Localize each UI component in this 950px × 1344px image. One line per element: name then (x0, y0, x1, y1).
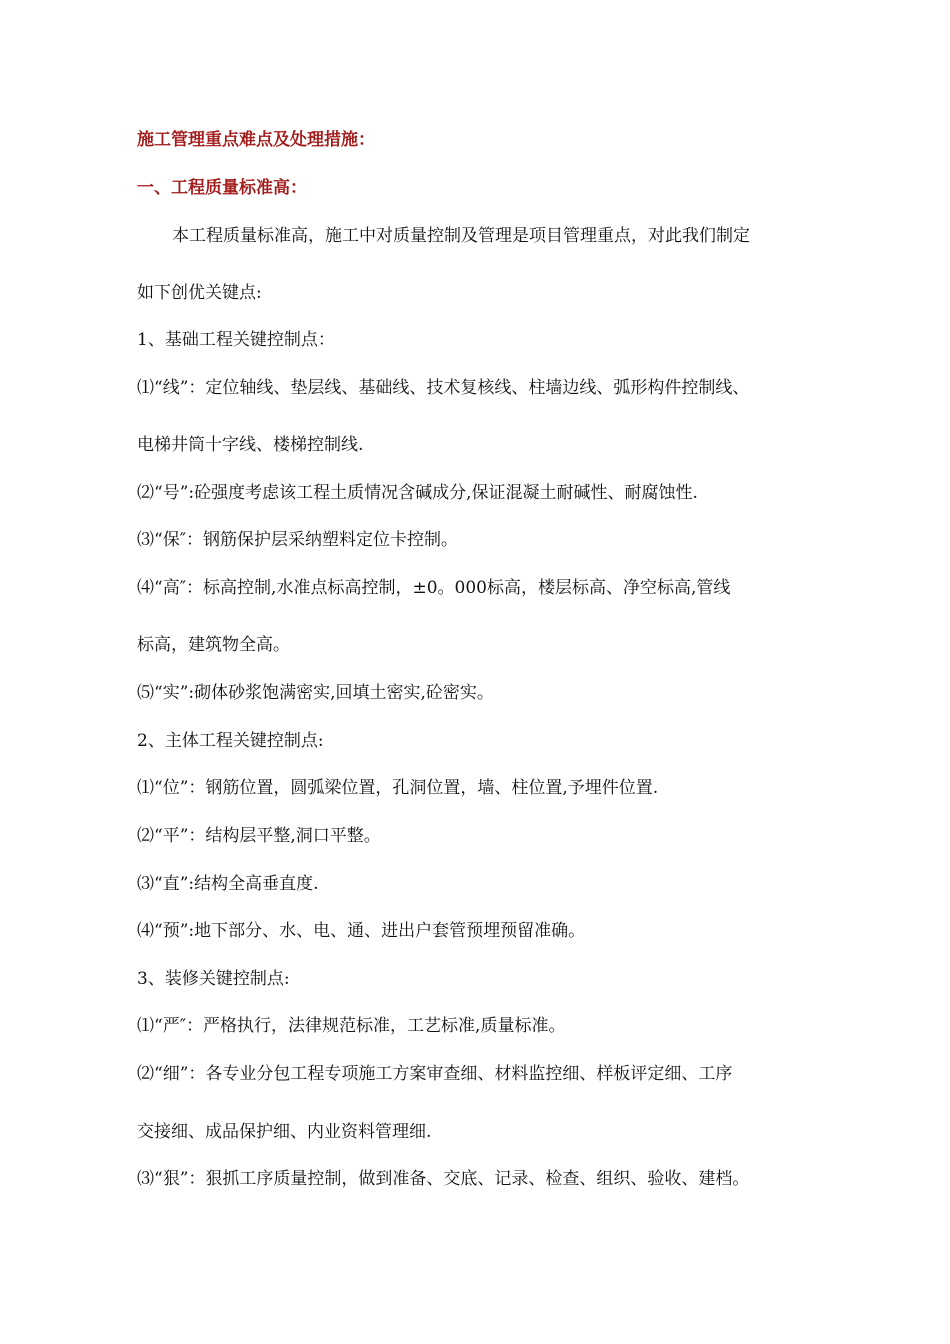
list-item: ⑵“细”：各专业分包工程专项施工方案审查细、材料监控细、样板评定细、工序 (137, 1064, 733, 1084)
list-item: ⑵“号”:砼强度考虑该工程土质情况含碱成分,保证混凝土耐碱性、耐腐蚀性. (137, 483, 698, 503)
list-item: ⑸“实”:砌体砂浆饱满密实,回填土密实,砼密实。 (137, 683, 494, 703)
list-item: ⑶“保″：钢筋保护层采纳塑料定位卡控制。 (137, 530, 459, 550)
list-item: ⑶“直”:结构全高垂直度. (137, 874, 319, 894)
list-item: ⑷“预”:地下部分、水、电、通、进出户套管预埋预留准确。 (137, 921, 586, 941)
list-item: ⑵“平”：结构层平整,洞口平整。 (137, 826, 381, 846)
intro-paragraph-line: 如下创优关键点: (137, 283, 262, 303)
list-item: ⑴“线”：定位轴线、垫层线、基础线、技术复核线、柱墙边线、弧形构件控制线、 (137, 378, 750, 398)
list-item: ⑷“高″：标高控制,水准点标高控制，±0。000标高，楼层标高、净空标高,管线 (137, 578, 731, 598)
list-item: ⑴“严″：严格执行，法律规范标准，工艺标准,质量标准。 (137, 1016, 566, 1036)
section-heading: 一、工程质量标准高： (137, 178, 307, 198)
list-item: ⑴“位”：钢筋位置，圆弧梁位置，孔洞位置，墙、柱位置,予埋件位置. (137, 778, 659, 798)
list-item-continuation: 标高，建筑物全高。 (137, 635, 290, 655)
subsection-heading: 3、装修关键控制点: (137, 969, 290, 989)
list-item: ⑶“狠”：狠抓工序质量控制，做到准备、交底、记录、检查、组织、验收、建档。 (137, 1169, 750, 1189)
intro-paragraph-line: 本工程质量标准高，施工中对质量控制及管理是项目管理重点，对此我们制定 (172, 226, 750, 246)
subsection-heading: 2、主体工程关键控制点: (137, 731, 324, 751)
list-item-continuation: 电梯井筒十字线、楼梯控制线. (137, 435, 364, 455)
document-title: 施工管理重点难点及处理措施： (137, 130, 375, 150)
subsection-heading: 1、基础工程关键控制点： (137, 330, 335, 350)
list-item-continuation: 交接细、成品保护细、内业资料管理细. (137, 1122, 432, 1142)
